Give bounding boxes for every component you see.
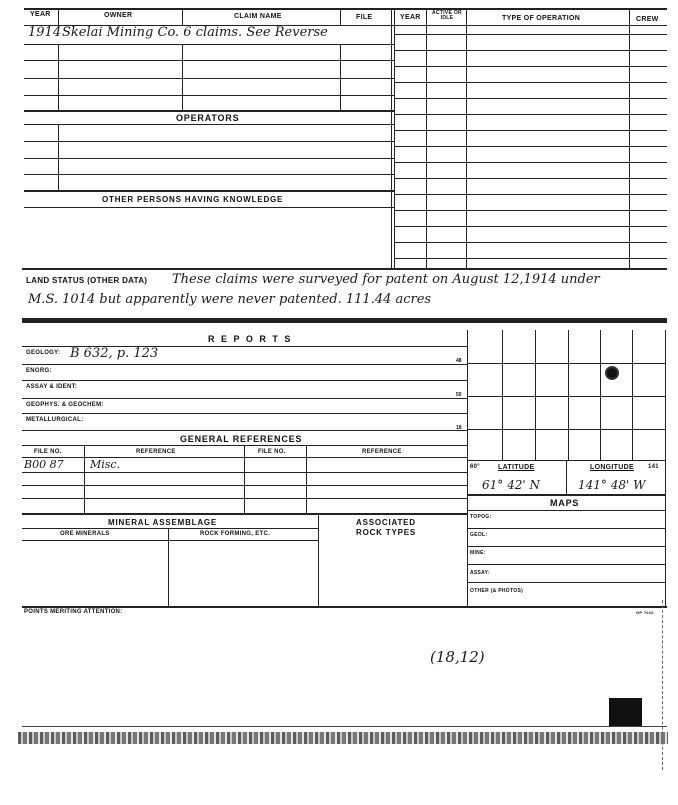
ref-row1-file: B00 87 — [24, 458, 64, 471]
header-claim-name: CLAIM NAME — [234, 13, 282, 20]
latitude-label: LATITUDE — [498, 464, 535, 471]
header-year: YEAR — [30, 11, 51, 18]
points-meriting-label: POINTS MERITING ATTENTION: — [24, 609, 123, 615]
geophys-label: GEOPHYS. & GEOCHEM: — [26, 402, 104, 408]
latitude-value: 61° 42' N — [482, 478, 540, 492]
other-persons-title: OTHER PERSONS HAVING KNOWLEDGE — [102, 195, 284, 204]
general-references-title: GENERAL REFERENCES — [180, 434, 303, 444]
metallurgical-label: METALLURGICAL: — [26, 417, 84, 423]
lon-prefix: 141 — [648, 464, 659, 470]
rock-types-label: ROCK TYPES — [356, 528, 417, 537]
reports-title: R E P O R T S — [208, 334, 293, 344]
associated-label: ASSOCIATED — [356, 518, 416, 527]
maps-mine: MINE: — [470, 550, 486, 556]
col-reference-2: REFERENCE — [362, 449, 402, 455]
scan-noise-band — [18, 732, 668, 744]
engrg-label: ENGRG: — [26, 368, 52, 374]
geology-value: B 632, p. 123 — [70, 346, 159, 361]
col-file-no-2: FILE NO. — [258, 449, 286, 455]
header-file: FILE — [356, 14, 373, 21]
reports-number-2: 50 — [456, 392, 462, 398]
header-crew: CREW — [636, 16, 659, 23]
ref-row1-reference: Misc. — [90, 458, 121, 471]
ore-minerals-label: ORE MINERALS — [60, 531, 110, 537]
header-active-idle: ACTIVE OR IDLE — [432, 10, 462, 21]
operators-title: OPERATORS — [176, 113, 240, 123]
col-reference: REFERENCE — [136, 449, 176, 455]
header-year-2: YEAR — [400, 14, 421, 21]
scan-mark — [609, 698, 642, 726]
land-status-line-1: These claims were surveyed for patent on August 12,1914 under — [172, 272, 600, 287]
mineral-assemblage-title: MINERAL ASSEMBLAGE — [108, 518, 218, 527]
assay-ident-label: ASSAY & IDENT: — [26, 384, 78, 390]
handwritten-note: (18,12) — [430, 648, 485, 666]
reports-number-3: 18 — [456, 425, 462, 431]
land-status-line-2: M.S. 1014 but apparently were never patented. 111.44 acres — [28, 292, 432, 307]
maps-topog: TOPOG: — [470, 514, 492, 520]
lat-prefix: 60° — [470, 464, 480, 470]
longitude-label: LONGITUDE — [590, 464, 634, 471]
location-marker-icon — [605, 366, 619, 380]
maps-title: MAPS — [550, 498, 580, 508]
maps-geol: GEOL: — [470, 532, 488, 538]
header-owner: OWNER — [104, 12, 133, 19]
reports-number-1: 48 — [456, 358, 462, 364]
owner-year-entry: 1914 — [28, 25, 62, 40]
rock-forming-label: ROCK FORMING, ETC. — [200, 531, 271, 537]
longitude-value: 141° 48' W — [578, 478, 646, 492]
maps-other: OTHER (& PHOTOS) — [470, 588, 524, 594]
header-type-of-operation: TYPE OF OPERATION — [502, 15, 581, 22]
col-file-no: FILE NO. — [34, 449, 62, 455]
geology-label: GEOLOGY: — [26, 350, 61, 356]
form-number: GP 7010 — [636, 610, 654, 615]
owner-entry-text: Skelai Mining Co. 6 claims. See Reverse — [62, 25, 328, 40]
land-status-label: LAND STATUS (OTHER DATA) — [26, 276, 148, 285]
maps-assay: ASSAY: — [470, 570, 490, 576]
